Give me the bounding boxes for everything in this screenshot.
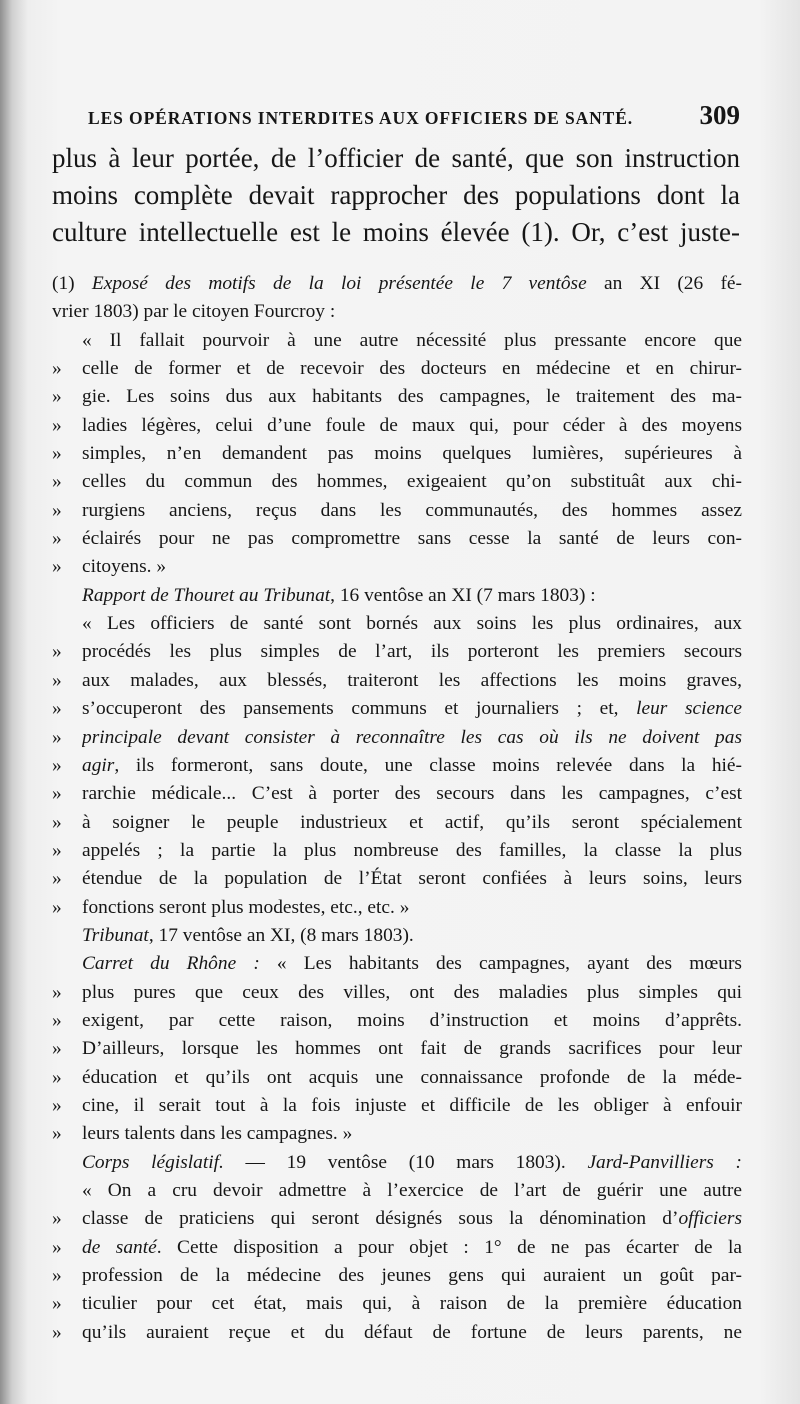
- footnote-line: « Les officiers de santé sont bornés aux soins les plus ordinaires, aux: [82, 613, 742, 635]
- footnote-line: » éclairés pour ne pas compromettre sans cesse la santé de leurs con-: [52, 528, 742, 550]
- footnote-line: » simples, n’en demandent pas moins quelques lumières, supérieures à: [52, 443, 742, 465]
- footnote-line: » appelés ; la partie la plus nombreuse des familles, la classe la plus: [52, 839, 742, 861]
- footnote-line: » celle de former et de recevoir des docteurs en médecine et en chirur-: [52, 358, 742, 380]
- running-title: LES OPÉRATIONS INTERDITES AUX OFFICIERS DE SANTÉ.: [88, 108, 634, 128]
- main-text: [52, 140, 740, 251]
- footnote-line: » profession de la médecine des jeunes gens qui auraient un goût par-: [52, 1265, 742, 1287]
- footnote-line: « Il fallait pourvoir à une autre nécessité plus pressante encore que: [82, 329, 742, 351]
- footnote-line: » à soigner le peuple industrieux et actif, qu’ils seront spécialement: [52, 811, 742, 833]
- footnote-line: » s’occuperont des pansements communs et journaliers ; et, leur science: [52, 698, 742, 720]
- main-text-line: plus à leur portée, de l’officier de santé, que son instruction: [52, 143, 740, 173]
- footnote-line: » gie. Les soins dus aux habitants des campagnes, le traitement des ma-: [52, 386, 742, 408]
- footnote-line: » rarchie médicale... C’est à porter des secours dans les campagnes, c’est: [52, 783, 742, 805]
- footnote-line: » principale devant consister à reconnaître les cas où ils ne doivent pas: [52, 726, 742, 748]
- running-header: [88, 100, 740, 136]
- footnote-line: (1) Exposé des motifs de la loi présentée le 7 ventôse an XI (26 fé-: [52, 273, 742, 294]
- footnote-line: » qu’ils auraient reçue et du défaut de fortune de leurs parents, ne: [52, 1321, 742, 1343]
- footnote-line: » aux malades, aux blessés, traiteront les affections les moins graves,: [52, 669, 742, 691]
- main-text-line: moins complète devait rapprocher des populations dont la: [52, 180, 740, 210]
- footnote-line: » étendue de la population de l’État seront confiées à leurs soins, leurs: [52, 868, 742, 890]
- footnote-line: » D’ailleurs, lorsque les hommes ont fait de grands sacrifices pour leur: [52, 1038, 742, 1060]
- footnote-line: » celles du commun des hommes, exigeaient qu’on substituât aux chi-: [52, 471, 742, 493]
- footnote-line: Tribunat, 17 ventôse an XI, (8 mars 1803).: [82, 924, 414, 946]
- footnote-line: » plus pures que ceux des villes, ont des maladies plus simples qui: [52, 981, 742, 1003]
- footnote-line: vrier 1803) par le citoyen Fourcroy :: [52, 301, 336, 323]
- footnote: [52, 270, 742, 1347]
- footnote-line: Corps législatif. — 19 ventôse (10 mars 1803). Jard-Panvilliers :: [82, 1151, 742, 1173]
- footnote-line: Carret du Rhône : « Les habitants des campagnes, ayant des mœurs: [82, 953, 742, 975]
- footnote-line: » classe de praticiens qui seront désignés sous la dénomination d’officiers: [52, 1208, 742, 1230]
- footnote-line: » exigent, par cette raison, moins d’instruction et moins d’apprêts.: [52, 1009, 742, 1031]
- footnote-line: » fonctions seront plus modestes, etc., etc. »: [52, 896, 410, 918]
- footnote-line: » de santé. Cette disposition a pour objet : 1° de ne pas écarter de la: [52, 1236, 742, 1258]
- footnote-line: » procédés les plus simples de l’art, ils porteront les premiers secours: [52, 641, 742, 663]
- footnote-line: » citoyens. »: [52, 556, 167, 578]
- footnote-line: » ladies légères, celui d’une foule de maux qui, pour céder à des moyens: [52, 414, 742, 436]
- footnote-line: » éducation et qu’ils ont acquis une connaissance profonde de la méde-: [52, 1066, 742, 1088]
- footnote-line: » cine, il serait tout à la fois injuste et difficile de les obliger à enfouir: [52, 1094, 742, 1116]
- main-text-line: culture intellectuelle est le moins élevée (1). Or, c’est juste-: [52, 217, 740, 247]
- page-number: 309: [699, 100, 740, 130]
- footnote-line: » leurs talents dans les campagnes. »: [52, 1123, 353, 1145]
- footnote-line: Rapport de Thouret au Tribunat, 16 ventôse an XI (7 mars 1803) :: [82, 584, 596, 606]
- footnote-line: » agir, ils formeront, sans doute, une classe moins relevée dans la hié-: [52, 754, 742, 776]
- footnote-line: » rurgiens anciens, reçus dans les communautés, des hommes assez: [52, 499, 742, 521]
- footnote-line: » ticulier pour cet état, mais qui, à raison de la première éducation: [52, 1293, 742, 1315]
- footnote-line: « On a cru devoir admettre à l’exercice de l’art de guérir une autre: [82, 1180, 742, 1201]
